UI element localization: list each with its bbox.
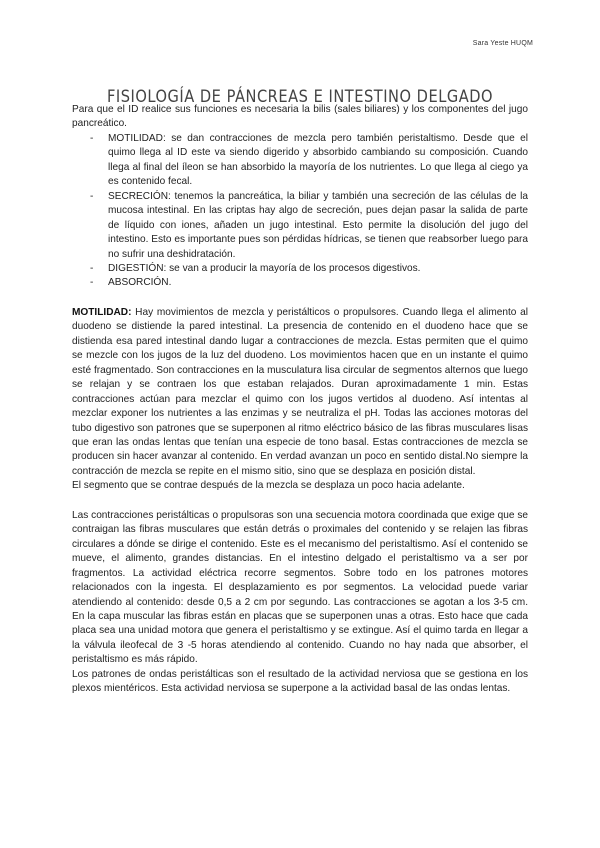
list-dash: - <box>90 277 94 289</box>
list-item-text: SECRECIÓN: tenemos la pancreática, la biliar y también una secreción de las células de la mucosa intestinal. En las criptas hay algo de secreción, pues dejan pasar la salida de parte de líquido con iones, añaden un jugo intestinal. Esto permite la disolución del jugo del intestino. Esto es importante pues son pérdidas hídricas, se tienen que reabsorber luego para no sufrir una deshidratación. <box>108 190 528 260</box>
function-list <box>72 132 528 291</box>
list-item-text: DIGESTIÓN: se van a producir la mayoría de los procesos digestivos. <box>108 262 421 274</box>
page-title: FISIOLOGÍA DE PÁNCREAS E INTESTINO DELGADO <box>106 87 494 108</box>
peristaltic-paragraph: Las contracciones peristálticas o propulsoras son una secuencia motora coordinada que exige que se contraigan las fibras musculares que están detrás o proximales del contenido y se relajen las fibras circulares a dónde se dirige el contenido. Este es el mecanismo del peristaltismo. Así el contenido se mueve, el alimento, grandes distancias. En el intestino delgado el peristaltismo va a ser por fragmentos. La actividad eléctrica recorre segmentos. Sobre todo en los patrones motores relacionados con la ingesta. El desplazamiento es por segmentos. La velocidad puede variar atendiendo al contenido: desde 0,5 a 2 cm por segundo. Las contracciones se agotan a los 3-5 cm. En la capa muscular las fibras están en placas que se superponen unas a otras. Esto hace que cada placa sea una unidad motora que genera el peristaltismo y se extingue. Así el quimo tarda en llegar a la válvula ileofecal de 3 -5 horas atendiendo al contenido. Cuando no hay nada que absorber, el peristaltismo es más rápido. <box>72 509 528 666</box>
plexus-paragraph: Los patrones de ondas peristálticas son el resultado de la actividad nerviosa que se gestiona en los plexos mientéricos. Esta actividad nerviosa se superpone a la actividad basal de las ondas lentas. <box>72 668 528 695</box>
spacer <box>72 291 528 306</box>
list-dash: - <box>90 132 94 144</box>
list-dash: - <box>90 262 94 274</box>
motilidad-text: Hay movimientos de mezcla y peristálticos o propulsores. Cuando llega el alimento al duodeno se distiende la pared intestinal. La presencia de contenido en el duodeno hace que se distienda esa pared intestinal dando lugar a contracciones de mezcla. Estas permiten que el quimo se mezcle con los jugos de la luz del duodeno. Los movimientos hacen que en un instante el quimo esté fragmentado. Son contracciones en la musculatura lisa circular de segmentos alternos que luego se relajan y se contraen los que estaban relajados. Duran aproximadamente 1 min. Estas contracciones actúan para mezclar el quimo con los jugos vertidos al duodeno. Así intentas al mezclar exponer los nutrientes a las enzimas y se neutraliza el pH. Todas las acciones motoras del tubo digestivo son patrones que se superponen al ritmo eléctrico básico de las fibras musculares lisas que eran las ondas lentas que tenían una especie de tono basal. Estas contracciones de mezcla se producen sin hacer avanzar al contenido. En verdad avanzan un poco en sentido distal.No siempre la contracción de mezcla se repite en el mismo sitio, sino que se desplaza en posición distal. <box>72 306 528 477</box>
list-item <box>92 190 528 262</box>
list-dash: - <box>90 190 94 202</box>
intro-paragraph: Para que el ID realice sus funciones es necesaria la bilis (sales biliares) y los componentes del jugo pancreático. <box>72 104 528 130</box>
list-item <box>92 262 528 276</box>
author-header: Sara Yeste HUQM <box>472 40 533 47</box>
spacer <box>72 494 528 509</box>
document-body <box>72 103 528 697</box>
motilidad-paragraph <box>72 306 528 479</box>
list-item-text: MOTILIDAD: se dan contracciones de mezcla pero también peristaltismo. Desde que el quimo llega al ID este va siendo digerido y absorbido cambiando su composición. Cuando llega al final del íleon se han absorbido la mayoría de los nutrientes. Lo que llega al ciego ya es contenido fecal. <box>108 132 528 188</box>
list-item <box>92 132 528 190</box>
list-item <box>92 276 528 290</box>
motilidad-label: MOTILIDAD: <box>72 306 132 318</box>
segment-paragraph: El segmento que se contrae después de la mezcla se desplaza un poco hacia adelante. <box>72 480 465 492</box>
list-item-text: ABSORCIÓN. <box>108 277 172 289</box>
